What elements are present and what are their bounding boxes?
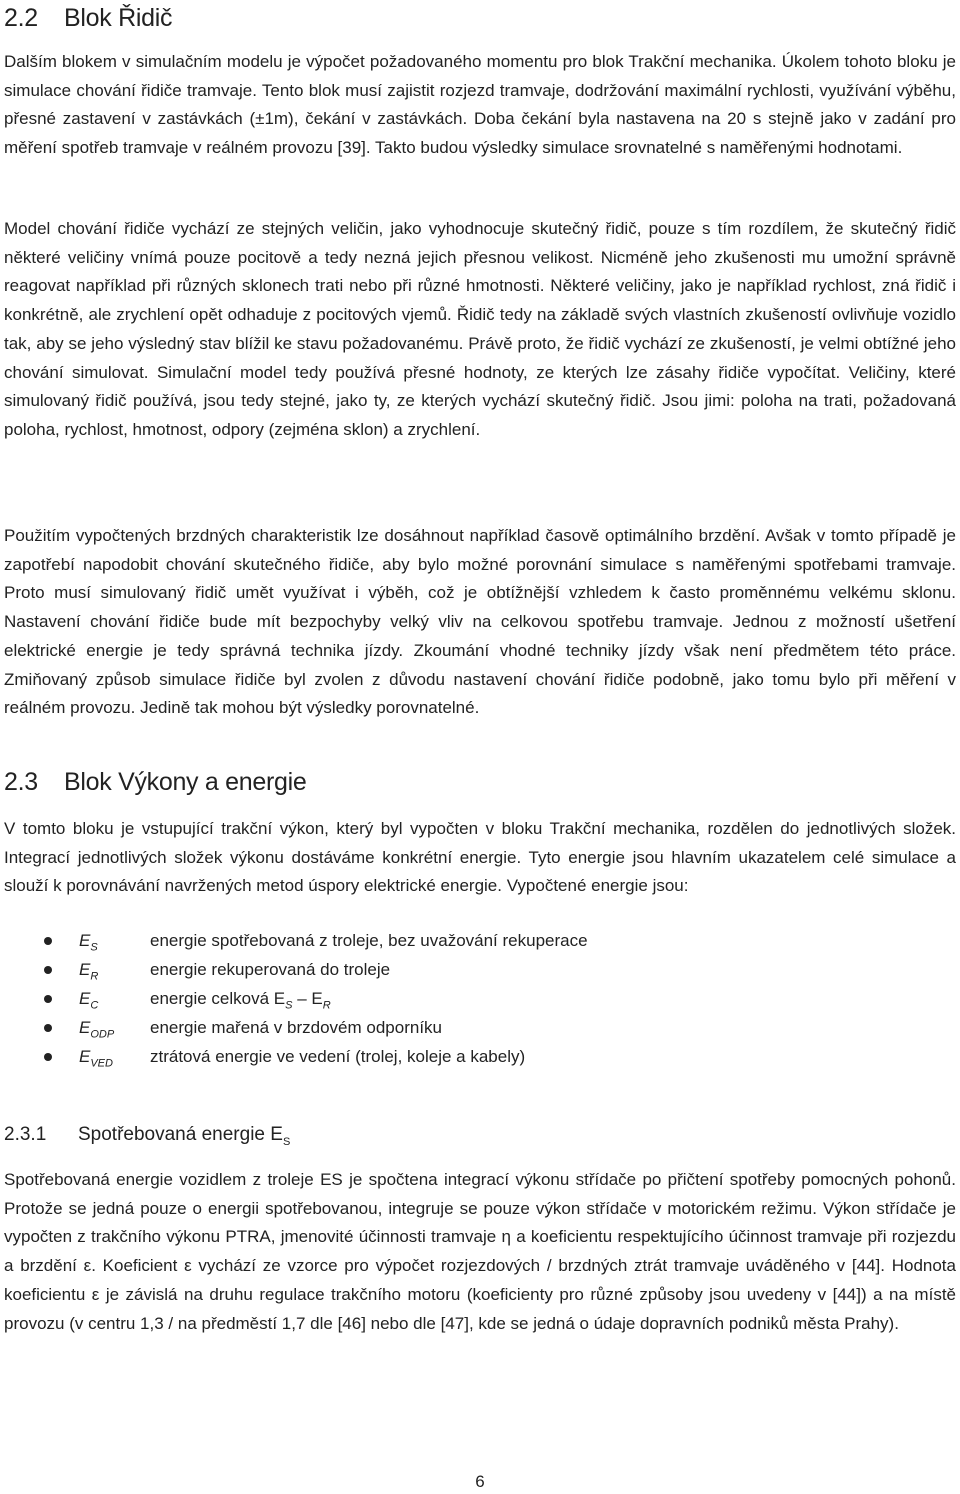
energy-description: energie mařená v brzdovém odporníku [150, 1018, 442, 1037]
energy-list [4, 926, 956, 1071]
bullet-icon [44, 937, 52, 945]
paragraph-2-2-1: Dalším blokem v simulačním modelu je výpočet požadovaného momentu pro blok Trakční mechanika. Úkolem tohoto bloku je simulace chování řidiče tramvaje. Tento blok musí zajistit rozjezd tramvaje, dodržování maximální rychlosti, využívání výběhu, přesné zastavení v zastávkách (±1m), čekání v zastávkách. Doba čekání byla nastavena na 20 s stejně jako v zadání pro měření spotřeb tramvaje v reálném provozu [39]. Takto budou výsledky simulace srovnatelné s naměřenými hodnotami. [4, 52, 956, 158]
heading-title: Blok Řidič [64, 4, 173, 32]
paragraph-2-2-3: Použitím vypočtených brzdných charakteristik lze dosáhnout například časově optimálního brzdění. Avšak v tomto případě je zapotřebí napodobit chování skutečného řidiče, aby bylo možné porovnání simulace s naměřenými spotřebami tramvaje. Proto musí simulovaný řidič umět využívat i výběh, což je obtížnější vzhledem k často proměnnému velkému sklonu. Nastavení chování řidiče bude mít bezpochyby velký vliv na celkovou spotřebu tramvaje. Jednou z možností ušetření elektrické energie je tedy správná technika jízdy. Zkoumání vhodné techniky jízdy však není předmětem této práce. Zmiňovaný způsob simulace řidiče byl zvolen z důvodu nastavení chování řidiče podobně, jako tomu bylo při měření v reálném provozu. Jedině tak mohou být výsledky porovnatelné. [4, 526, 956, 718]
paragraph-2-3-1: V tomto bloku je vstupující trakční výkon, který byl vypočten v bloku Trakční mechanika, rozdělen do jednotlivých složek. Integrací jednotlivých složek výkonu dostáváme konkrétní energie. Tyto energie jsou hlavním ukazatelem celé simulace a slouží k porovnávání navržených metod úspory elektrické energie. Vypočtené energie jsou: [4, 819, 956, 896]
heading-2-3-1 [4, 1124, 290, 1148]
list-item [4, 926, 956, 955]
paragraph-2-3-1-1: Spotřebovaná energie vozidlem z troleje ES je spočtena integrací výkonu střídače po přičtení spotřeby pomocných pohonů. Protože se jedná pouze o energii spotřebovanou, integruje se pouze výkon střídače v motorickém režimu. Výkon střídače je vypočten z trakčního výkonu PTRA, jmenovité účinnosti tramvaje η a koeficientu respektujícího účinnost tramvaje při rozjezdu a brzdění ε. Koeficient ε vychází ze vzorce pro výpočet rozjezdových / brzdných ztrát tramvaje uváděného v [44]. Hodnota koeficientu ε je závislá na druhu regulace trakčního motoru (koeficienty pro různé způsoby jsou uvedeny v [44]) a na místě provozu (v centru 1,3 / na předměstí 1,7 dle [46] nebo dle [47], kde se jedná o údaje dopravních podniků města Prahy). [4, 1170, 956, 1333]
energy-description: ztrátová energie ve vedení (trolej, koleje a kabely) [150, 1047, 526, 1066]
list-item [4, 1013, 956, 1042]
heading-number: 2.3.1 [4, 1124, 47, 1145]
heading-subscript: S [282, 1135, 291, 1148]
heading-2-2 [4, 4, 172, 33]
list-item [4, 984, 956, 1013]
bullet-icon [44, 1053, 52, 1061]
energy-symbol: $E_R$ [79, 960, 99, 983]
energy-symbol: $E_C$ [79, 989, 99, 1012]
bullet-icon [44, 995, 52, 1003]
energy-symbol: $E_S$ [79, 931, 98, 954]
heading-title: Blok Výkony a energie [64, 768, 307, 796]
list-item [4, 1042, 956, 1071]
heading-number: 2.2 [4, 4, 38, 32]
energy-description: energie celková $E_S - E_R$ [150, 989, 331, 1012]
page-number: 6 [475, 1472, 485, 1491]
paragraph-2-2-2: Model chování řidiče vychází ze stejných veličin, jako vyhodnocuje skutečný řidič, pouze s tím rozdílem, že skutečný řidič některé veličiny vnímá pouze pocitově a tedy nezná jejich přesnou velikost. Nicméně jeho zkušenosti mu umožní správně reagovat například při různých sklonech trati nebo při různé hmotnosti. Některé veličiny, jako je například rychlost, zná řidič i konkrétně, ale zrychlení opět odhaduje z pocitových vjemů. Řidič tedy na základě svých vlastních zkušeností ovlivňuje vozidlo tak, aby se jeho výsledný stav blížil ke stavu požadovanému. Právě proto, že řidič vychází ze zkušeností, je velmi obtížné jeho chování simulovat. Simulační model tedy používá přesné hodnoty, ze kterých lze zásahy řidiče vypočítat. Veličiny, které simulovaný řidič používá, jsou tedy stejné, jako ty, ze kterých vychází skutečný řidič. Jsou jimi: poloha na trati, požadovaná poloha, rychlost, hmotnost, odpory (zejména sklon) a zrychlení. [4, 219, 956, 439]
heading-2-3 [4, 768, 306, 797]
energy-symbol: $E_{VED}$ [79, 1047, 113, 1070]
energy-symbol: $E_{ODP}$ [79, 1018, 115, 1041]
bullet-icon [44, 1024, 52, 1032]
heading-number: 2.3 [4, 768, 38, 796]
energy-description: energie spotřebovaná z troleje, bez uvažování rekuperace [150, 931, 588, 950]
heading-title: Spotřebovaná energie E [78, 1124, 283, 1145]
energy-description: energie rekuperovaná do troleje [150, 960, 391, 979]
bullet-icon [44, 966, 52, 974]
list-item [4, 955, 956, 984]
